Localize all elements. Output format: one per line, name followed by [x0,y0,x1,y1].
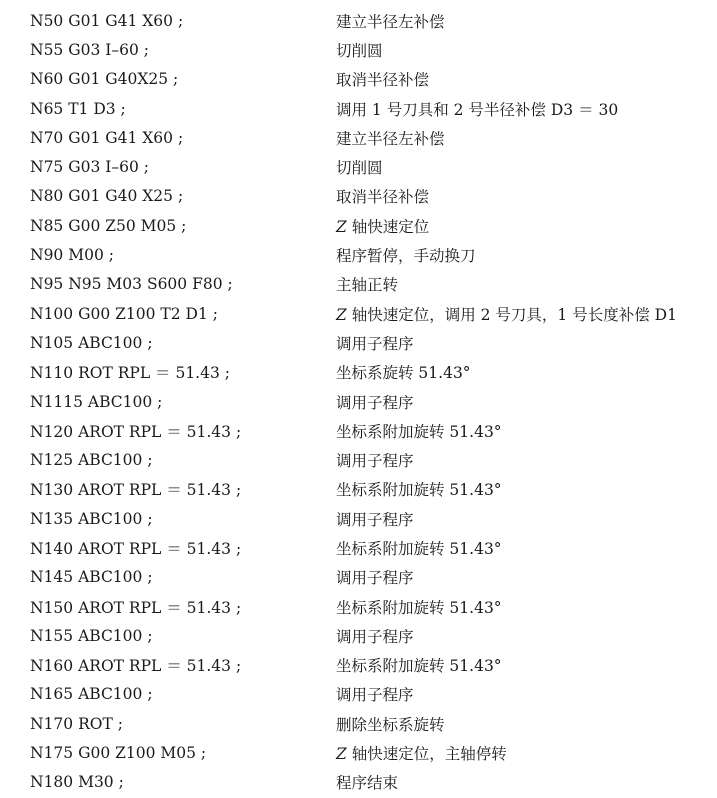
program-line [0,387,717,416]
program-line [0,680,717,709]
program-line [0,651,717,680]
program-line [0,211,717,240]
line-comment: 坐标系附加旋转 51.43° [336,422,502,441]
nc-code: N120 AROT RPL ＝ 51.43 ; [30,422,242,441]
program-line [0,182,717,211]
program-line [0,270,717,299]
line-comment: 程序结束 [336,774,399,793]
nc-code: N105 ABC100 ; [30,333,153,352]
nc-code: N155 ABC100 ; [30,626,153,645]
program-line [0,35,717,64]
program-line [0,768,717,797]
program-line [0,592,717,621]
line-comment: 建立半径左补偿 [336,129,445,148]
program-line [0,709,717,738]
program-line [0,621,717,650]
program-line [0,563,717,592]
line-comment: 坐标系附加旋转 51.43° [336,657,502,676]
nc-code: N100 G00 Z100 T2 D1 ; [30,304,218,323]
program-line [0,738,717,767]
program-line [0,328,717,357]
nc-code: N135 ABC100 ; [30,509,153,528]
line-comment: 坐标系旋转 51.43° [336,364,471,383]
line-comment: 取消半径补偿 [336,188,430,207]
nc-code: N1115 ABC100 ; [30,392,163,411]
program-line [0,445,717,474]
line-comment: 坐标系附加旋转 51.43° [336,598,502,617]
nc-code: N65 T1 D3 ; [30,99,126,118]
line-comment: 建立半径左补偿 [336,12,445,31]
line-comment: 调用子程序 [336,627,414,646]
nc-code: N75 G03 I–60 ; [30,158,149,177]
nc-program-listing [0,6,717,797]
nc-code: N85 G00 Z50 M05 ; [30,216,187,235]
line-comment: 坐标系附加旋转 51.43° [336,539,502,558]
line-comment: 调用子程序 [336,393,414,412]
nc-code: N160 AROT RPL ＝ 51.43 ; [30,657,242,676]
nc-code: N150 AROT RPL ＝ 51.43 ; [30,598,242,617]
nc-code: N110 ROT RPL ＝ 51.43 ; [30,364,230,383]
nc-code: N170 ROT ; [30,714,123,733]
program-line [0,416,717,445]
line-comment: 删除坐标系旋转 [336,715,445,734]
line-comment: 调用子程序 [336,334,414,353]
nc-code: N55 G03 I–60 ; [30,40,149,59]
nc-code: N60 G01 G40X25 ; [30,70,179,89]
program-line [0,123,717,152]
line-comment: 取消半径补偿 [336,71,430,90]
line-comment: 程序暂停，手动换刀 [336,247,476,266]
program-line [0,475,717,504]
nc-code: N50 G01 G41 X60 ; [30,11,184,30]
line-comment: 调用子程序 [336,686,414,705]
nc-code: N80 G01 G40 X25 ; [30,187,184,206]
nc-code: N175 G00 Z100 M05 ; [30,744,207,763]
line-comment: 调用子程序 [336,569,414,588]
line-comment: 坐标系附加旋转 51.43° [336,481,502,500]
program-line [0,299,717,328]
program-line [0,240,717,269]
line-comment: Z 轴快速定位，主轴停转 [336,745,507,764]
nc-code: N165 ABC100 ; [30,685,153,704]
program-line [0,533,717,562]
nc-code: N140 AROT RPL ＝ 51.43 ; [30,539,242,558]
program-line [0,358,717,387]
nc-code: N95 N95 M03 S600 F80 ; [30,275,233,294]
nc-code: N125 ABC100 ; [30,451,153,470]
nc-code: N90 M00 ; [30,246,114,265]
line-comment: 主轴正转 [336,276,399,295]
nc-code: N130 AROT RPL ＝ 51.43 ; [30,481,242,500]
line-comment: 切削圆 [336,159,383,178]
program-line [0,504,717,533]
program-line [0,152,717,181]
line-comment: 调用 1 号刀具和 2 号半径补偿 D3 ＝ 30 [336,100,619,119]
nc-code: N145 ABC100 ; [30,568,153,587]
line-comment: 调用子程序 [336,452,414,471]
line-comment: Z 轴快速定位 [336,217,430,236]
nc-code: N70 G01 G41 X60 ; [30,128,184,147]
line-comment: 切削圆 [336,41,383,60]
line-comment: Z 轴快速定位，调用 2 号刀具，1 号长度补偿 D1 [336,305,677,324]
nc-code: N180 M30 ; [30,773,124,792]
program-line [0,6,717,35]
program-line [0,65,717,94]
program-line [0,94,717,123]
line-comment: 调用子程序 [336,510,414,529]
